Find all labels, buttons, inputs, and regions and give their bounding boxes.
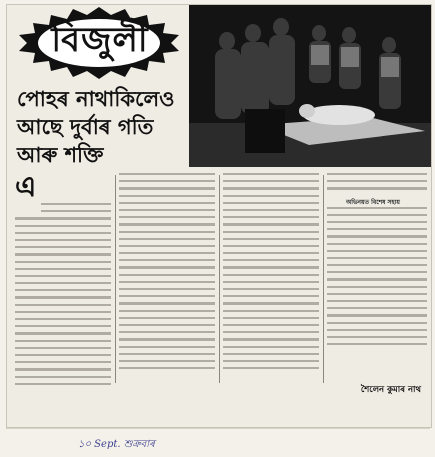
article-headline xyxy=(17,85,187,169)
column-divider xyxy=(219,175,220,383)
masthead-title: বিজুলী xyxy=(51,19,149,60)
headline-line-3: আৰু শক্তি xyxy=(17,142,104,167)
column-divider xyxy=(115,175,116,383)
newspaper-clipping xyxy=(6,4,432,428)
headline-line-2: আছে দুৰ্বাৰ গতি xyxy=(17,114,154,139)
article-dropcap: এ xyxy=(15,170,37,203)
text-column-3 xyxy=(223,173,319,391)
page-divider xyxy=(6,428,430,429)
article-subhead: অভিনয়ত বিশেষ সহায় xyxy=(346,199,400,206)
article-byline: শৈলেন কুমাৰ নাথ xyxy=(360,385,421,395)
headline-line-1: পোহৰ নাথাকিলেও xyxy=(17,86,175,111)
masthead xyxy=(15,7,183,79)
handwritten-date-note: ১০ Sept. শুক্ৰবাৰ xyxy=(78,439,155,450)
stage-photo xyxy=(189,5,431,167)
text-column-1 xyxy=(15,170,111,391)
text-column-2 xyxy=(119,173,215,391)
stage-performance-image xyxy=(189,5,431,167)
